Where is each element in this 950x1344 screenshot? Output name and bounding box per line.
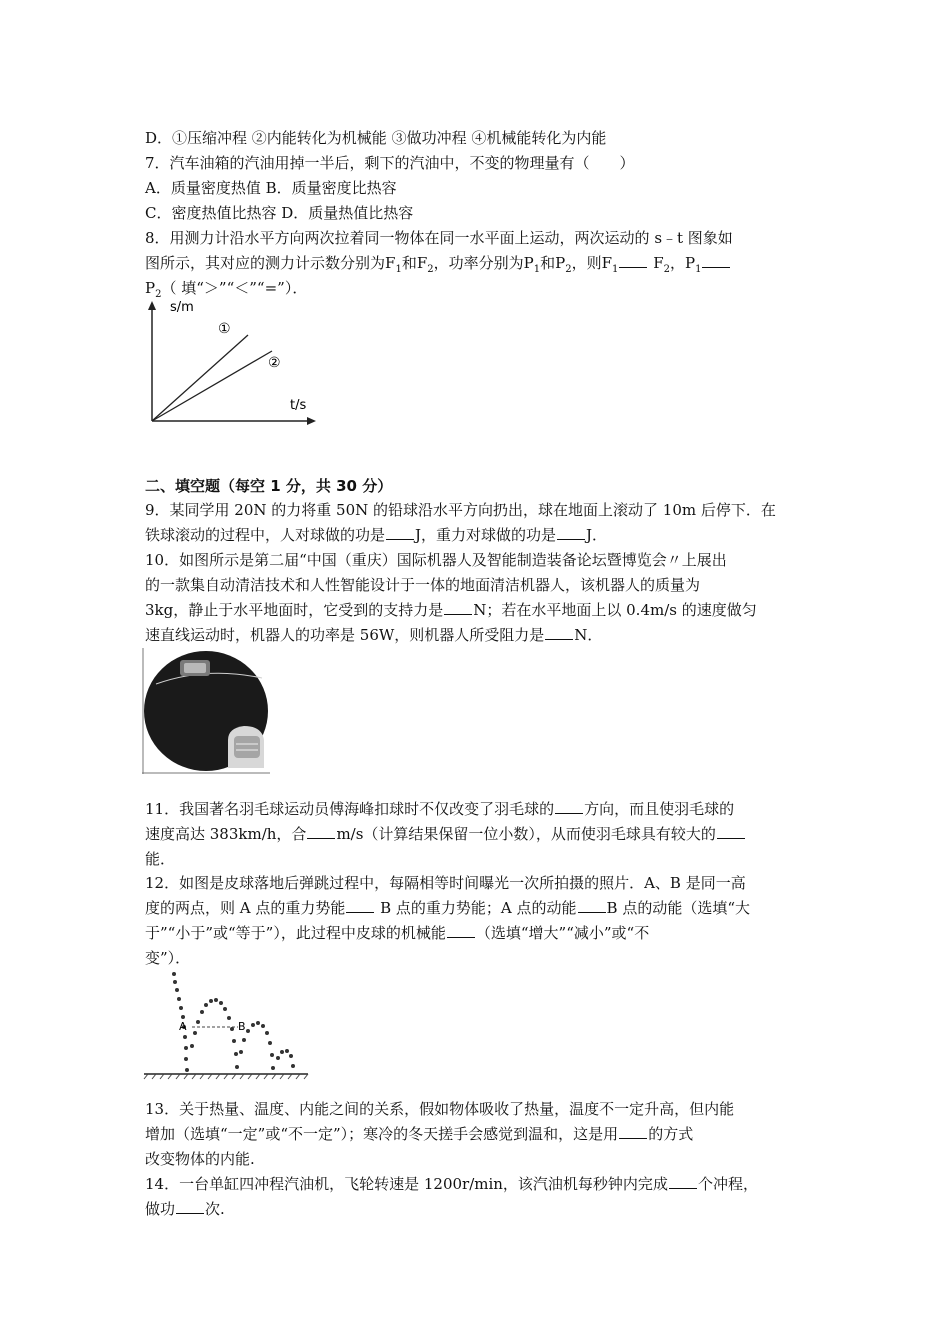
line-1 bbox=[152, 335, 248, 421]
q10-line-4: 速直线运动时，机器人的功率是 56W，则机器人所受阻力是 N． bbox=[145, 626, 603, 644]
answer-blank[interactable] bbox=[555, 799, 583, 814]
line-1-label: ① bbox=[218, 321, 231, 337]
q13-line-3: 改变物体的内能. bbox=[145, 1150, 255, 1168]
y-axis-label: s/m bbox=[170, 300, 194, 315]
answer-blank[interactable] bbox=[702, 253, 730, 268]
q8-st-graph bbox=[140, 297, 320, 427]
q7-options-ab: A．质量密度热值 B．质量密度比热容 bbox=[145, 179, 397, 197]
answer-blank[interactable] bbox=[717, 824, 745, 839]
q13-line-2: 增加（选填“一定”或“不一定”）；寒冷的冬天搓手会感觉到温和，这是用 的方式 bbox=[145, 1125, 694, 1143]
q12-line-2: 度的两点，则 A 点的重力势能 B 点的重力势能；A 点的动能 B 点的动能（选填“大 bbox=[145, 899, 751, 917]
q10-line-1: 10．如图所示是第二届“中国（重庆）国际机器人及智能制造装备论坛暨博览会〃上展出 bbox=[145, 551, 727, 569]
section-2-title: 二、填空题（每空 1 分，共 30 分） bbox=[145, 477, 393, 495]
answer-blank[interactable] bbox=[669, 1174, 697, 1189]
robot-cleaner-photo bbox=[142, 648, 270, 774]
q10-line-2: 的一款集自动清洁技术和人性智能设计于一体的地面清洁机器人，该机器人的质量为 bbox=[145, 576, 701, 594]
q7-stem: 7．汽车油箱的汽油用掉一半后，剩下的汽油中，不变的物理量有（ ） bbox=[145, 154, 635, 172]
answer-blank[interactable] bbox=[176, 1199, 204, 1214]
answer-blank[interactable] bbox=[578, 898, 606, 913]
answer-blank[interactable] bbox=[386, 525, 414, 540]
q8-line-1: 8．用测力计沿水平方向两次拉着同一物体在同一水平面上运动，两次运动的 s﹣t 图象如 bbox=[145, 229, 733, 247]
point-b-label: B bbox=[238, 1020, 246, 1033]
q10-line-3: 3kg，静止于水平地面时，它受到的支持力是 N；若在水平地面上以 0.4m/s 的速度做匀 bbox=[145, 601, 757, 619]
q11-line-2: 速度高达 383km/h，合 m/s（计算结果保留一位小数），从而使羽毛球具有较大的 bbox=[145, 824, 746, 844]
q13-line-1: 13．关于热量、温度、内能之间的关系，假如物体吸收了热量，温度不一定升高，但内能 bbox=[145, 1100, 735, 1118]
answer-blank[interactable] bbox=[619, 1124, 647, 1139]
y-axis-arrow-icon bbox=[148, 301, 156, 310]
line-2-label: ② bbox=[268, 355, 281, 371]
x-axis-arrow-icon bbox=[307, 417, 316, 425]
q9-line-2: 铁球滚动的过程中，人对球做的功是 J，重力对球做的功是 J． bbox=[145, 526, 608, 544]
q11-line-1: 11．我国著名羽毛球运动员傅海峰扣球时不仅改变了羽毛球的 方向，而且使羽毛球的 bbox=[145, 800, 735, 818]
q8-line-2: 图所示，其对应的测力计示数分别为$F_1$和$F_2$，功率分别为$P_1$和$P_2$，则$F_1$ $F_2$，$P_1$ bbox=[145, 253, 731, 280]
q7-options-cd: C．密度热值比热容 D．质量热值比热容 bbox=[145, 204, 414, 222]
q12-line-3: 于”“小于”或“等于”），此过程中皮球的机械能 （选填“增大”“减小”或“不 bbox=[145, 924, 650, 942]
q14-line-2: 做功 次. bbox=[145, 1200, 225, 1218]
q14-line-1: 14．一台单缸四冲程汽油机，飞轮转速是 1200r/min，该汽油机每秒钟内完成 个冲程， bbox=[145, 1175, 758, 1193]
x-axis-label: t/s bbox=[290, 398, 307, 413]
q9-line-1: 9．某同学用 20N 的力将重 50N 的铅球沿水平方向扔出，球在地面上滚动了 10m 后停下．在 bbox=[145, 501, 776, 519]
answer-blank[interactable] bbox=[447, 923, 475, 938]
q12-line-4: 变”）． bbox=[145, 949, 191, 967]
answer-blank[interactable] bbox=[619, 253, 647, 268]
answer-blank[interactable] bbox=[557, 525, 585, 540]
answer-blank[interactable] bbox=[444, 600, 472, 615]
bouncing-ball-photo bbox=[142, 968, 312, 1080]
q11-line-3: 能． bbox=[145, 850, 176, 868]
q8-line-3: $P_2$（ 填“＞”“＜”“=”）． bbox=[145, 279, 308, 300]
point-a-label: A bbox=[179, 1020, 187, 1033]
q6-option-d: D．①压缩冲程 ②内能转化为机械能 ③做功冲程 ④机械能转化为内能 bbox=[145, 129, 607, 147]
line-2 bbox=[152, 351, 272, 421]
answer-blank[interactable] bbox=[307, 824, 335, 839]
answer-blank[interactable] bbox=[346, 898, 374, 913]
answer-blank[interactable] bbox=[545, 625, 573, 640]
q12-line-1: 12．如图是皮球落地后弹跳过程中，每隔相等时间曝光一次所拍摄的照片．A、B 是同一高 bbox=[145, 874, 746, 892]
